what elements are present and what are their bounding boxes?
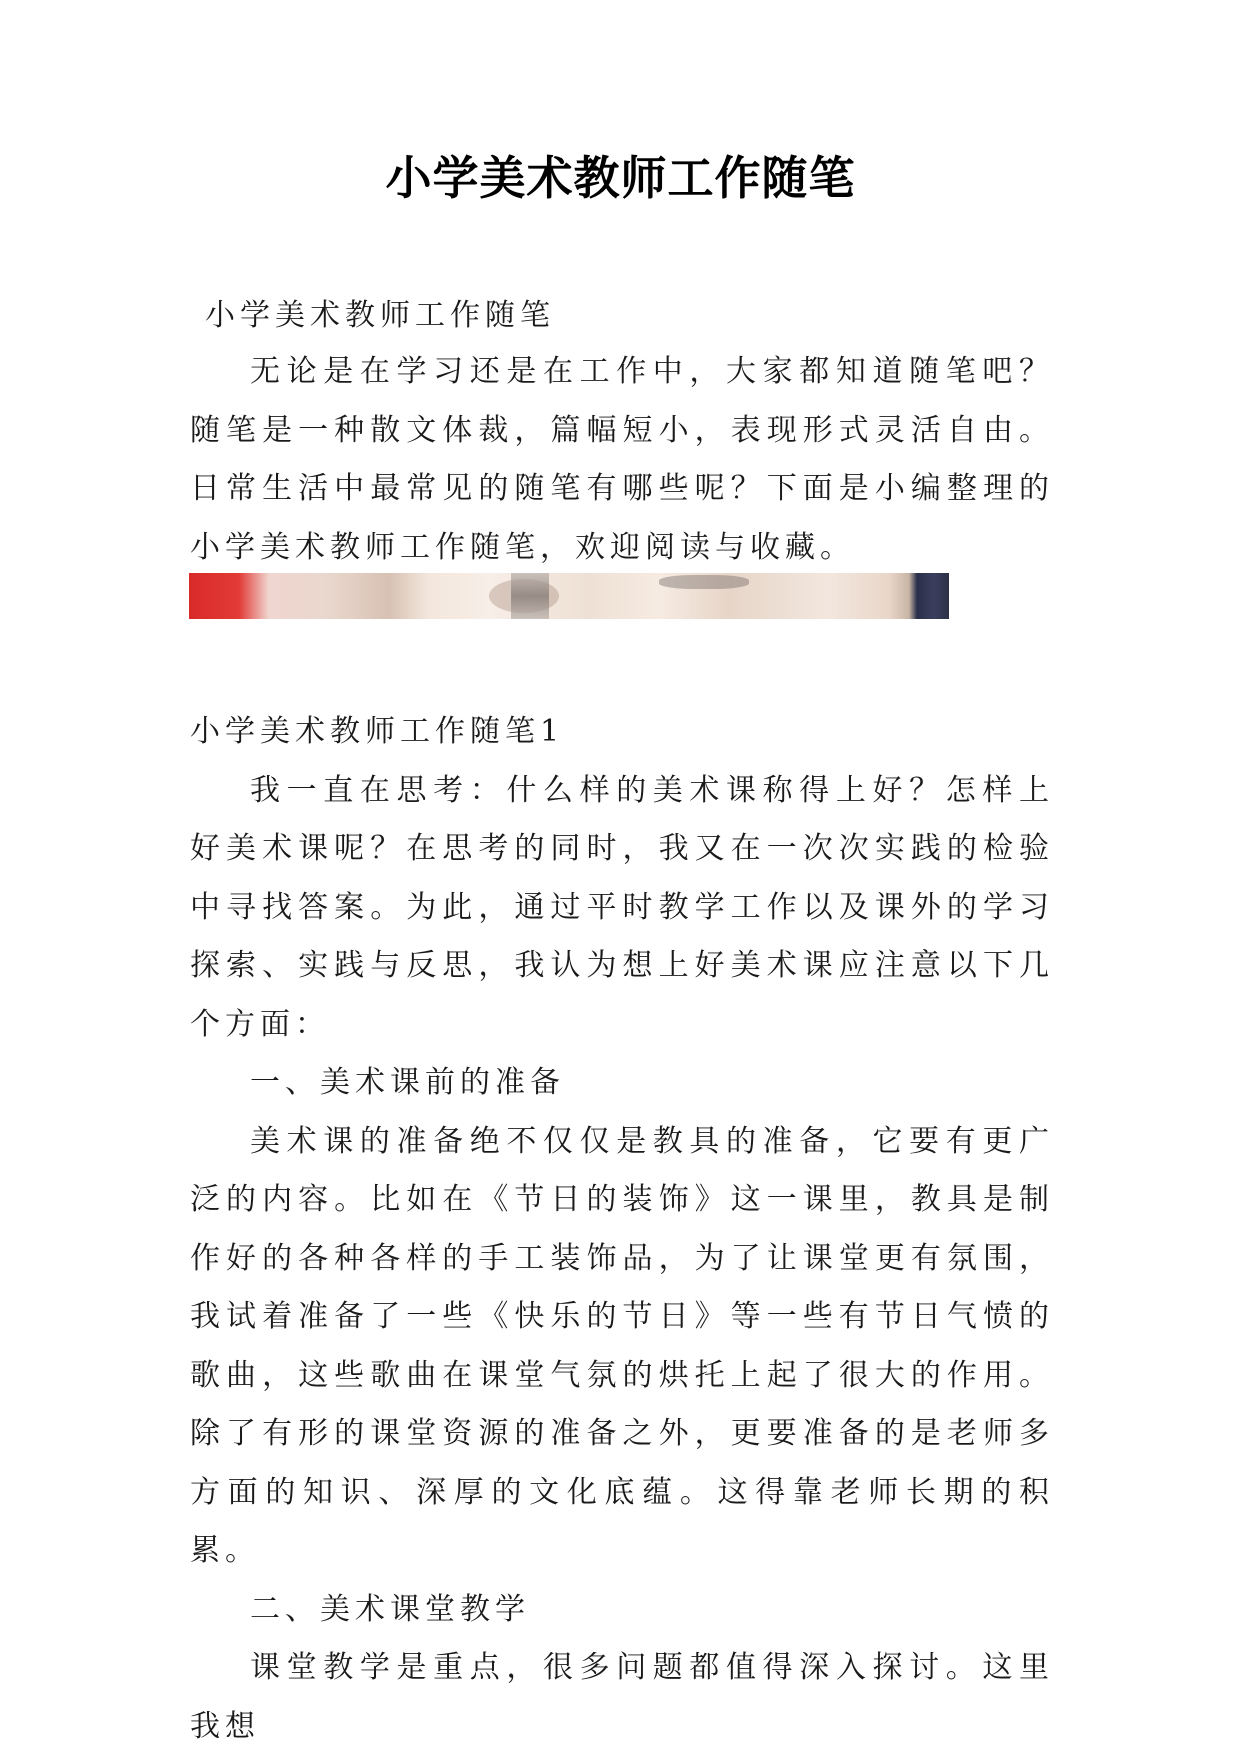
paragraph: 课堂教学是重点，很多问题都值得深入探讨。这里我想 <box>190 1650 1054 1744</box>
banner-image-detail <box>511 573 549 619</box>
document-title: 小学美术教师工作随笔 <box>385 151 856 205</box>
subheading: 一、美术课前的准备 <box>250 1065 565 1100</box>
subheading: 二、美术课堂教学 <box>250 1591 530 1627</box>
intro-paragraph: 无论是在学习还是在工作中，大家都知道随笔吧？随笔是一种散文体裁，篇幅短小，表现形式灵活自由。日常生活中最常见的随笔有哪些呢？下面是小编整理的小学美术教师工作随笔，欢迎阅读与收藏。 <box>190 354 1054 565</box>
section-1 <box>190 703 1054 1756</box>
subtitle-text: 小学美术教师工作随笔 <box>205 298 555 333</box>
section-heading: 小学美术教师工作随笔1 <box>190 714 565 749</box>
banner-image-detail <box>659 575 749 589</box>
intro-block <box>190 343 1054 577</box>
paragraph: 美术课的准备绝不仅仅是教具的准备，它要有更广泛的内容。比如在《节日的装饰》这一课里，教具是制作好的各种各样的手工装饰品，为了让课堂更有氛围，我试着准备了一些《快乐的节日》等一些有节日气愤的歌曲，这些歌曲在课堂气氛的烘托上起了很大的作用。除了有形的课堂资源的准备之外，更要准备的是老师多方面的知识、深厚的文化底蕴。这得靠老师长期的积累。 <box>190 1123 1054 1568</box>
document-subtitle <box>205 287 1069 346</box>
banner-image <box>189 573 949 619</box>
paragraph: 我一直在思考：什么样的美术课称得上好？怎样上好美术课呢？在思考的同时，我又在一次次实践的检验中寻找答案。为此，通过平时教学工作以及课外的学习探索、实践与反思，我认为想上好美术课应注意以下几个方面： <box>190 772 1054 1042</box>
